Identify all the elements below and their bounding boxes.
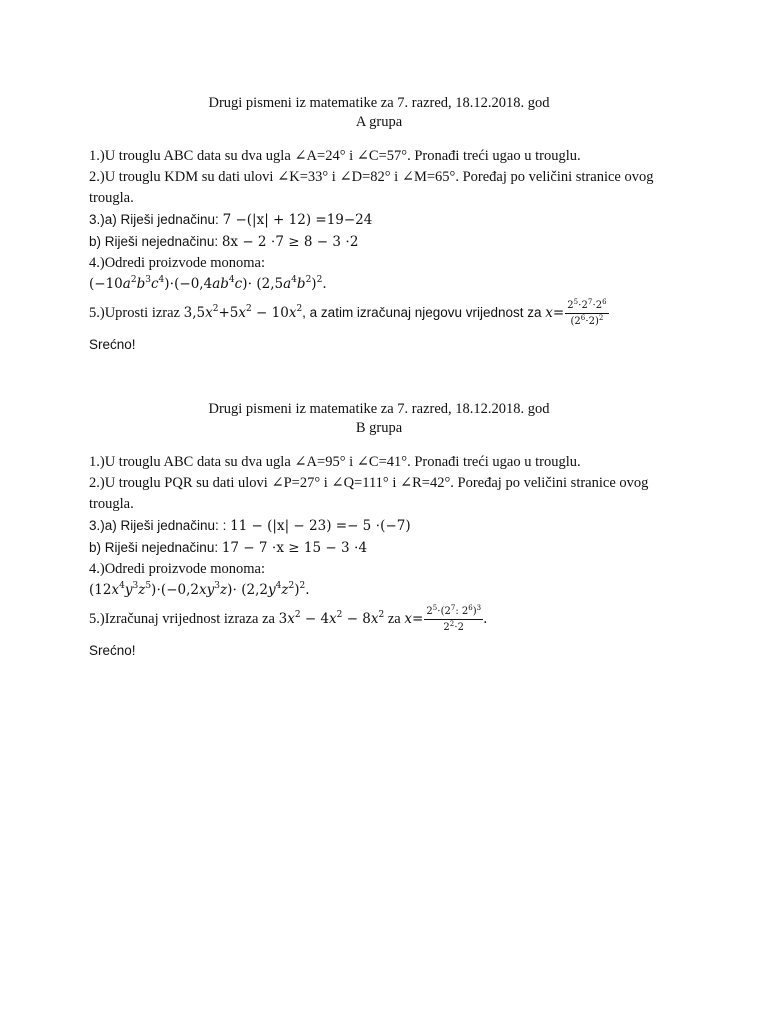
task-5: 5.)Izračunaj vrijednost izraza za $3x^2 - 4x^2 - 8x^2$ za x= $\frac{2^5\cdot(2^7: 2^6)^3}{2^2\cdot 2}$ . (89, 604, 488, 633)
group-label: A grupa (355, 114, 403, 130)
task-2-line-2: trougla. (89, 496, 134, 512)
task-5-label: 5.)Uprosti izraz (89, 304, 184, 321)
task-4: 4.)Odredi proizvode monoma: (89, 255, 265, 271)
exam-title: Drugi pismeni iz matematike za 7. razred, 18.12.2018. god (208, 401, 550, 417)
task-3a-equation: 7 −(|x| + 12) =19−24 (222, 212, 373, 228)
closing-greeting: Srećno! (89, 643, 136, 658)
task-3a-equation: 11 − (|x| − 23) =− 5 ⋅(−7) (230, 518, 411, 534)
task-5-label: 5.)Izračunaj vrijednost izraza za (89, 610, 279, 627)
task-4-expression: $(-10a^2b^3c^4)\cdot(-0,4ab^4c)\cdot (2,5a^4b^2)^2$. (89, 275, 327, 292)
task-5-text: za (384, 610, 405, 627)
task-2-line-1: 2.)U trouglu PQR su dati ulovi ∠P=27° i ∠Q=111° i ∠R=42°. Poređaj po veličini stranice ovog (89, 475, 649, 491)
task-5-fraction: $\frac{2^5\cdot(2^7: 2^6)^3}{2^2\cdot 2}$ (426, 604, 482, 633)
task-3a (89, 209, 679, 231)
task-3b-label: b) Riješi nejednačinu: (89, 540, 222, 555)
task-5-fraction: $\frac{2^5\cdot 2^7\cdot 2^6}{(2^6\cdot 2)^2}$ (567, 298, 607, 327)
task-4: 4.)Odredi proizvode monoma: (89, 561, 265, 577)
task-3a-label: 3.)a) Riješi jednačinu: (89, 212, 223, 227)
task-3b-inequality: 8x − 2 ⋅7 ≥ 8 − 3 ⋅2 (221, 234, 359, 250)
task-3b-label: b) Riješi nejednačinu: (89, 234, 222, 249)
task-1: 1.)U trouglu ABC data su dva ugla ∠A=24° i ∠C=57°. Pronađi treći ugao u trouglu. (89, 148, 581, 164)
task-4-expression: $(12x^4y^3z^5)\cdot(-0,2xy^3z)\cdot (2,2y^4z^2)^2$. (89, 581, 310, 598)
task-1: 1.)U trouglu ABC data su dva ugla ∠A=95° i ∠C=41°. Pronađi treći ugao u trouglu. (89, 454, 581, 470)
task-3a-label: 3.)a) Riješi jednačinu: : (89, 518, 231, 533)
section-a-grupa (89, 94, 679, 355)
section-b-grupa (89, 400, 679, 661)
exam-title: Drugi pismeni iz matematike za 7. razred, 18.12.2018. god (208, 95, 550, 111)
task-3b (89, 231, 679, 253)
closing-greeting: Srećno! (89, 337, 136, 352)
task-5: 5.)Uprosti izraz $3,5x^2+5x^2 - 10x^2$, a zatim izračunaj njegovu vrijednost za x= $\frac{2^5\cdot 2^7\cdot 2^6}{(2^6\cdot 2)^2}$ (89, 298, 607, 327)
task-3a (89, 515, 679, 537)
group-label: B grupa (355, 420, 403, 436)
task-3b (89, 537, 679, 559)
task-2-line-1: 2.)U trouglu KDM su dati ulovi ∠K=33° i ∠D=82° i ∠M=65°. Poređaj po veličini stranice ovog (89, 169, 654, 185)
task-3b-inequality: 17 − 7 ⋅x ≥ 15 − 3 ⋅4 (221, 540, 368, 556)
task-5-text: , a zatim izračunaj njegovu vrijednost za (302, 304, 546, 320)
task-2-line-2: trougla. (89, 190, 134, 206)
